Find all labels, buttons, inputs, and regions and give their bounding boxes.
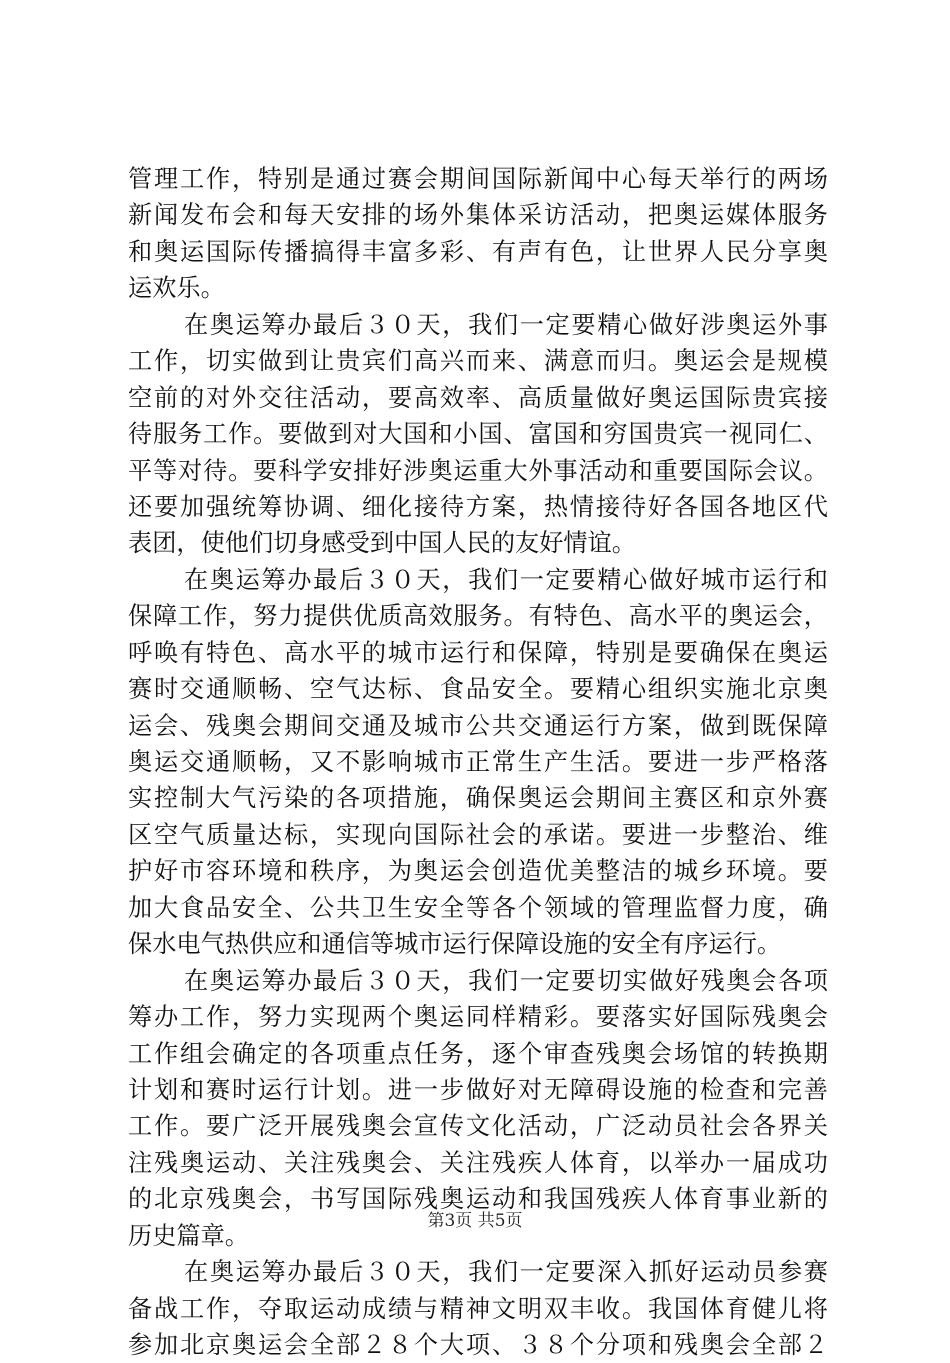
- paragraph: [128, 562, 828, 963]
- text-line: 的北京残奥会，书写国际残奥运动和我国残疾人体育事业新的: [128, 1185, 828, 1214]
- text-line: 保障工作，努力提供优质高效服务。有特色、高水平的奥运会，: [128, 602, 828, 631]
- text-line: 计划和赛时运行计划。进一步做好对无障碍设施的检查和完善: [128, 1075, 828, 1104]
- text-line: 注残奥运动、关注残奥会、关注残疾人体育，以举办一届成功: [128, 1148, 828, 1177]
- text-line: 备战工作，夺取运动成绩与精神文明双丰收。我国体育健儿将: [128, 1294, 828, 1323]
- text-line: 历史篇章。: [128, 1221, 249, 1250]
- text-line: 在奥运筹办最后３０天，我们一定要切实做好残奥会各项: [184, 966, 828, 995]
- text-line: 运欢乐。: [128, 274, 225, 303]
- text-line: 运会、残奥会期间交通及城市公共交通运行方案，做到既保障: [128, 711, 828, 740]
- text-line: 在奥运筹办最后３０天，我们一定要精心做好涉奥运外事: [184, 310, 828, 339]
- text-line: 奥运交通顺畅，又不影响城市正常生产生活。要进一步严格落: [128, 748, 828, 776]
- text-line: 赛时交通顺畅、空气达标、食品安全。要精心组织实施北京奥: [128, 675, 828, 704]
- text-line: 工作。要广泛开展残奥会宣传文化活动，广泛动员社会各界关: [128, 1112, 828, 1141]
- paragraph: [128, 161, 828, 307]
- text-line: 待服务工作。要做到对大国和小国、富国和穷国贵宾一视同仁、: [128, 420, 828, 449]
- text-line: 平等对待。要科学安排好涉奥运重大外事活动和重要国际会议。: [128, 456, 828, 485]
- paragraph: [128, 307, 828, 562]
- paragraph: [128, 1254, 828, 1363]
- text-line: 筹办工作，努力实现两个奥运同样精彩。要落实好国际残奥会: [128, 1003, 828, 1032]
- text-line: 还要加强统筹协调、细化接待方案，热情接待好各国各地区代: [128, 492, 828, 521]
- text-line: 区空气质量达标，实现向国际社会的承诺。要进一步整治、维: [128, 820, 828, 849]
- text-line: 实控制大气污染的各项措施，确保奥运会期间主赛区和京外赛: [128, 784, 828, 813]
- text-line: 空前的对外交往活动，要高效率、高质量做好奥运国际贵宾接: [128, 383, 828, 412]
- text-line: 工作组会确定的各项重点任务，逐个审查残奥会场馆的转换期: [128, 1039, 828, 1068]
- text-line: 管理工作，特别是通过赛会期间国际新闻中心每天举行的两场: [128, 165, 828, 193]
- page-footer: 第3页 共5页: [427, 1211, 523, 1231]
- text-line: 参加北京奥运会全部２８个大项、３８个分项和残奥会全部２: [128, 1331, 828, 1359]
- text-line: 表团，使他们切身感受到中国人民的友好情谊。: [128, 529, 636, 558]
- document-body: [128, 161, 828, 1363]
- text-line: 呼唤有特色、高水平的城市运行和保障，特别是要确保在奥运: [128, 638, 828, 667]
- text-line: 在奥运筹办最后３０天，我们一定要精心做好城市运行和: [184, 565, 828, 594]
- text-line: 加大食品安全、公共卫生安全等各个领域的管理监督力度，确: [128, 893, 828, 922]
- text-line: 保水电气热供应和通信等城市运行保障设施的安全有序运行。: [128, 930, 782, 959]
- text-line: 新闻发布会和每天安排的场外集体采访活动，把奥运媒体服务: [128, 201, 828, 230]
- text-line: 和奥运国际传播搞得丰富多彩、有声有色，让世界人民分享奥: [128, 237, 828, 266]
- text-line: 在奥运筹办最后３０天，我们一定要深入抓好运动员参赛: [184, 1258, 828, 1287]
- text-line: 护好市容环境和秩序，为奥运会创造优美整洁的城乡环境。要: [128, 857, 828, 886]
- text-line: 工作，切实做到让贵宾们高兴而来、满意而归。奥运会是规模: [128, 347, 828, 376]
